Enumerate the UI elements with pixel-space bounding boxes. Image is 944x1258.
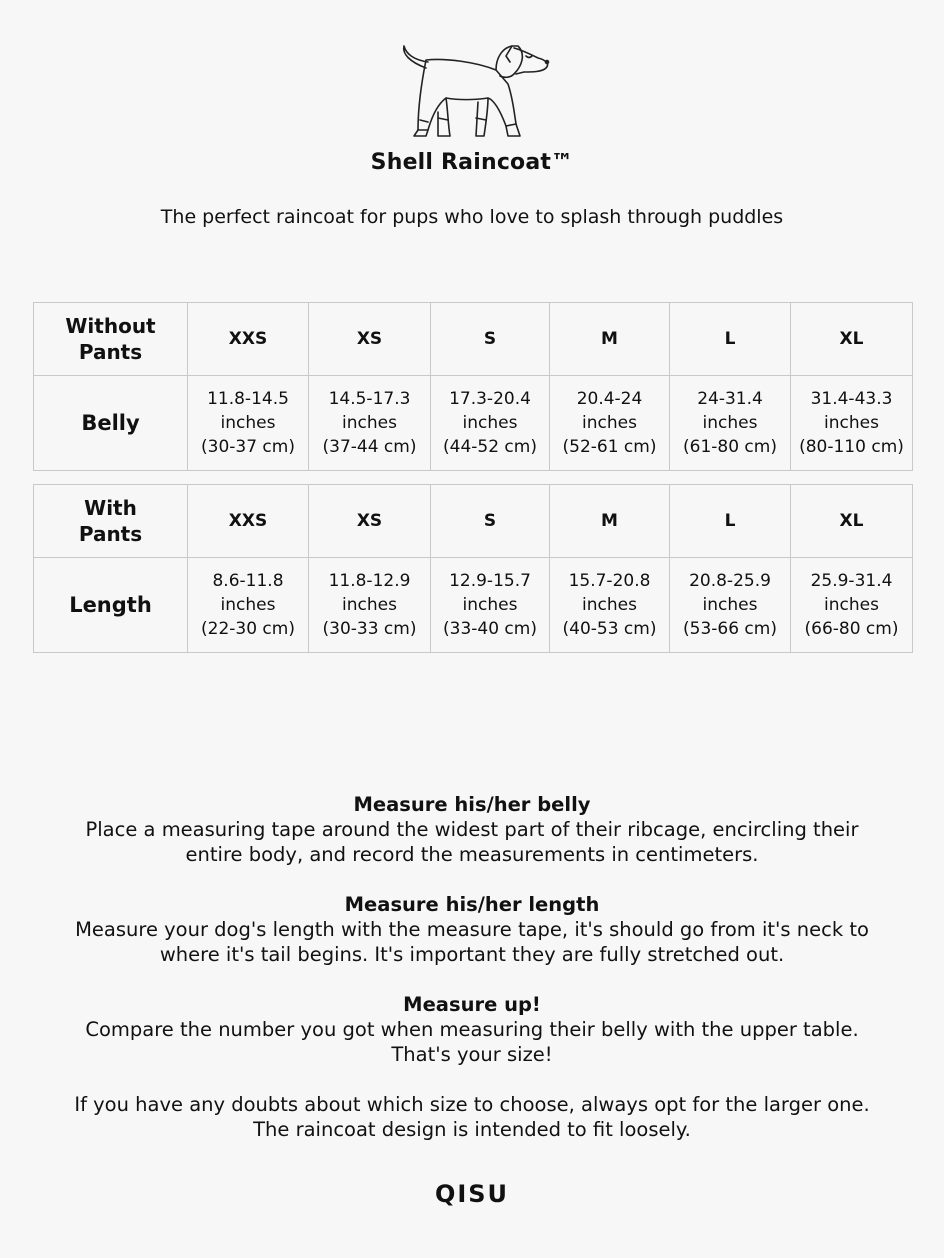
doubt-note bbox=[60, 1092, 884, 1142]
size-cell: M bbox=[550, 485, 670, 558]
row-label-length: Length bbox=[34, 558, 188, 653]
size-header-row bbox=[34, 303, 913, 376]
measurement-cell: 24-31.4 inches (61-80 cm) bbox=[670, 376, 791, 471]
measurement-cell: 25.9-31.4 inches (66-80 cm) bbox=[791, 558, 913, 653]
measure-up-instruction bbox=[60, 992, 884, 1067]
measure-up-text: Compare the number you got when measuring their belly with the upper table. That's your size! bbox=[85, 1018, 859, 1066]
size-cell: S bbox=[431, 303, 550, 376]
measurement-cell: 14.5-17.3 inches (37-44 cm) bbox=[309, 376, 431, 471]
measurement-row bbox=[34, 558, 913, 653]
size-cell: XXS bbox=[188, 303, 309, 376]
brand-logo: QISU bbox=[434, 1180, 510, 1208]
measurement-row bbox=[34, 376, 913, 471]
belly-instruction bbox=[60, 792, 884, 867]
size-cell: S bbox=[431, 485, 550, 558]
measurement-cell: 12.9-15.7 inches (33-40 cm) bbox=[431, 558, 550, 653]
measurement-cell: 17.3-20.4 inches (44-52 cm) bbox=[431, 376, 550, 471]
measurement-cell: 8.6-11.8 inches (22-30 cm) bbox=[188, 558, 309, 653]
measuring-instructions bbox=[60, 792, 884, 1167]
measurement-cell: 11.8-12.9 inches (30-33 cm) bbox=[309, 558, 431, 653]
belly-heading: Measure his/her belly bbox=[353, 793, 591, 816]
product-title: Shell Raincoat™ bbox=[370, 150, 574, 175]
measurement-cell: 20.8-25.9 inches (53-66 cm) bbox=[670, 558, 791, 653]
measurement-cell: 31.4-43.3 inches (80-110 cm) bbox=[791, 376, 913, 471]
measurement-cell: 11.8-14.5 inches (30-37 cm) bbox=[188, 376, 309, 471]
size-cell: XS bbox=[309, 485, 431, 558]
size-cell: XL bbox=[791, 485, 913, 558]
size-header-row bbox=[34, 485, 913, 558]
size-cell: M bbox=[550, 303, 670, 376]
measurement-cell: 20.4-24 inches (52-61 cm) bbox=[550, 376, 670, 471]
length-text: Measure your dog's length with the measure tape, it's should go from it's neck to where it's tail begins. It's important they are fully stretched out. bbox=[75, 918, 869, 966]
measure-up-heading: Measure up! bbox=[403, 993, 541, 1016]
measurement-cell: 15.7-20.8 inches (40-53 cm) bbox=[550, 558, 670, 653]
size-cell: XL bbox=[791, 303, 913, 376]
product-subtitle: The perfect raincoat for pups who love to splash through puddles bbox=[160, 206, 784, 228]
length-instruction bbox=[60, 892, 884, 967]
size-table-without-pants bbox=[33, 302, 913, 471]
table-header-label: With Pants bbox=[34, 485, 188, 558]
size-cell: L bbox=[670, 485, 791, 558]
size-cell: XS bbox=[309, 303, 431, 376]
row-label-belly: Belly bbox=[34, 376, 188, 471]
size-table-with-pants bbox=[33, 484, 913, 653]
dog-raincoat-icon bbox=[396, 40, 556, 140]
size-cell: XXS bbox=[188, 485, 309, 558]
size-cell: L bbox=[670, 303, 791, 376]
belly-text: Place a measuring tape around the widest part of their ribcage, encircling their entire body, and record the measurements in centimeters. bbox=[85, 818, 859, 866]
doubt-text: If you have any doubts about which size to choose, always opt for the larger one. The raincoat design is intended to fit loosely. bbox=[74, 1093, 870, 1141]
length-heading: Measure his/her length bbox=[344, 893, 600, 916]
table-header-label: Without Pants bbox=[34, 303, 188, 376]
